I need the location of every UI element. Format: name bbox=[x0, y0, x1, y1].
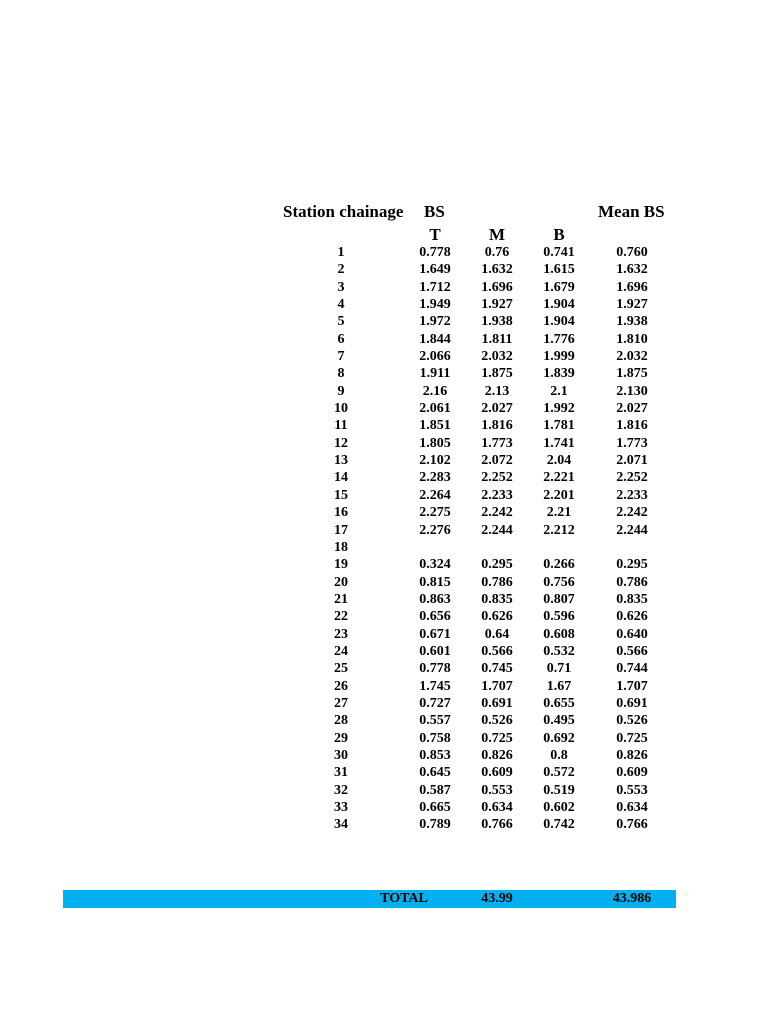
table-row bbox=[0, 522, 768, 539]
m-cell: 0.745 bbox=[481, 661, 513, 677]
m-cell: 0.609 bbox=[481, 765, 513, 781]
mean-bs-cell: 0.634 bbox=[616, 800, 648, 815]
b-cell: 0.756 bbox=[543, 574, 575, 590]
m-cell: 1.773 bbox=[481, 435, 513, 451]
station-cell: 26 bbox=[334, 678, 348, 694]
station-cell: 18 bbox=[334, 539, 348, 555]
b-cell: 0.655 bbox=[543, 695, 575, 711]
table-row bbox=[0, 608, 768, 625]
t-cell: 0.601 bbox=[419, 643, 451, 659]
table-row bbox=[0, 469, 768, 486]
m-cell: 1.875 bbox=[481, 366, 513, 382]
b-cell: 2.201 bbox=[543, 487, 575, 503]
mean-bs-cell: 0.566 bbox=[616, 643, 648, 659]
table-row bbox=[0, 452, 768, 469]
mean-bs-cell: 0.786 bbox=[616, 574, 648, 590]
table-row bbox=[0, 417, 768, 434]
table-row bbox=[0, 348, 768, 365]
m-cell: 1.816 bbox=[481, 418, 513, 434]
bs-header: BS bbox=[424, 202, 445, 221]
mean-bs-cell: 0.626 bbox=[616, 609, 648, 625]
m-cell: 0.566 bbox=[481, 643, 513, 659]
station-cell: 4 bbox=[337, 297, 345, 313]
table-row bbox=[0, 296, 768, 313]
m-cell: 1.811 bbox=[481, 331, 513, 347]
b-cell: 1.999 bbox=[543, 349, 575, 365]
station-cell: 14 bbox=[334, 470, 348, 486]
station-cell: 15 bbox=[334, 487, 348, 503]
table-row bbox=[0, 782, 768, 799]
m-cell: 2.244 bbox=[481, 522, 513, 538]
m-cell: 0.725 bbox=[481, 730, 513, 746]
t-cell: 2.283 bbox=[419, 470, 451, 486]
mean-bs-cell: 1.927 bbox=[616, 297, 648, 313]
m-subheader: M bbox=[488, 225, 506, 244]
t-cell: 0.645 bbox=[419, 765, 451, 781]
station-cell: 20 bbox=[334, 574, 348, 590]
m-cell: 2.032 bbox=[481, 349, 513, 365]
station-cell: 7 bbox=[337, 349, 345, 365]
m-cell: 0.766 bbox=[481, 817, 513, 833]
t-cell: 1.649 bbox=[419, 262, 451, 278]
t-cell: 0.324 bbox=[419, 557, 451, 573]
b-cell: 1.741 bbox=[543, 435, 575, 451]
table-row bbox=[0, 747, 768, 764]
m-cell: 0.691 bbox=[481, 695, 513, 711]
station-cell: 32 bbox=[334, 782, 348, 798]
table-row bbox=[0, 435, 768, 452]
mean-bs-cell: 2.244 bbox=[616, 522, 648, 538]
total-row bbox=[63, 890, 676, 908]
mean-bs-cell: 2.027 bbox=[616, 401, 648, 417]
table-row bbox=[0, 383, 768, 400]
table-row bbox=[0, 365, 768, 382]
m-cell: 0.786 bbox=[481, 574, 513, 590]
t-cell: 0.758 bbox=[419, 730, 451, 746]
table-row bbox=[0, 660, 768, 677]
station-cell: 27 bbox=[334, 695, 348, 711]
station-cell: 5 bbox=[337, 314, 345, 330]
table-row bbox=[0, 400, 768, 417]
b-cell: 0.807 bbox=[543, 591, 575, 607]
t-cell: 2.16 bbox=[422, 383, 448, 399]
t-cell: 2.102 bbox=[419, 453, 451, 469]
m-cell: 2.252 bbox=[481, 470, 513, 486]
b-cell: 0.742 bbox=[543, 817, 575, 833]
table-row bbox=[0, 678, 768, 695]
m-cell: 0.826 bbox=[481, 747, 513, 763]
table-row bbox=[0, 695, 768, 712]
table-row bbox=[0, 591, 768, 608]
mean-bs-cell: 0.725 bbox=[616, 730, 648, 746]
m-cell: 1.707 bbox=[481, 678, 513, 694]
mean-bs-cell: 1.773 bbox=[616, 435, 648, 451]
mean-bs-cell: 0.295 bbox=[616, 557, 648, 573]
station-cell: 16 bbox=[334, 505, 348, 521]
b-cell: 0.532 bbox=[543, 643, 575, 659]
table-row bbox=[0, 313, 768, 330]
m-cell: 2.233 bbox=[481, 487, 513, 503]
station-chainage-header: Station chainage bbox=[283, 202, 404, 221]
total-m-value: 43.99 bbox=[481, 891, 513, 906]
t-cell: 0.557 bbox=[419, 713, 451, 729]
table-row bbox=[0, 331, 768, 348]
total-label: TOTAL bbox=[380, 891, 428, 906]
m-cell: 1.632 bbox=[481, 262, 513, 278]
table-row bbox=[0, 712, 768, 729]
mean-bs-cell: 1.816 bbox=[616, 418, 648, 434]
table-row bbox=[0, 261, 768, 278]
station-cell: 9 bbox=[337, 383, 345, 399]
station-cell: 21 bbox=[334, 591, 348, 607]
station-cell: 29 bbox=[334, 730, 348, 746]
b-cell: 1.839 bbox=[543, 366, 575, 382]
t-cell: 0.778 bbox=[419, 661, 451, 677]
t-cell: 1.911 bbox=[419, 366, 451, 382]
mean-bs-cell: 0.766 bbox=[616, 817, 648, 833]
table-row bbox=[0, 279, 768, 296]
station-cell: 2 bbox=[337, 262, 345, 278]
t-cell: 2.061 bbox=[419, 401, 451, 417]
table-row bbox=[0, 799, 768, 816]
b-cell: 1.904 bbox=[543, 314, 575, 330]
t-cell: 0.853 bbox=[419, 747, 451, 763]
t-cell: 2.264 bbox=[419, 487, 451, 503]
b-cell: 2.212 bbox=[543, 522, 575, 538]
b-cell: 0.71 bbox=[546, 661, 572, 677]
station-cell: 25 bbox=[334, 661, 348, 677]
total-mean-value: 43.986 bbox=[612, 891, 652, 906]
t-cell: 1.805 bbox=[419, 435, 451, 451]
mean-bs-cell: 0.609 bbox=[616, 765, 648, 781]
m-cell: 1.696 bbox=[481, 279, 513, 295]
t-cell: 1.851 bbox=[419, 418, 451, 434]
t-cell: 0.587 bbox=[419, 782, 451, 798]
mean-bs-cell: 0.691 bbox=[616, 695, 648, 711]
table-row bbox=[0, 556, 768, 573]
mean-bs-cell: 0.760 bbox=[616, 245, 648, 260]
mean-bs-cell: 0.826 bbox=[616, 747, 648, 763]
t-cell: 1.949 bbox=[419, 297, 451, 313]
b-cell: 2.221 bbox=[543, 470, 575, 486]
mean-bs-cell: 1.810 bbox=[616, 331, 648, 347]
station-cell: 11 bbox=[334, 418, 348, 434]
m-cell: 0.76 bbox=[484, 245, 510, 260]
t-cell: 2.066 bbox=[419, 349, 451, 365]
m-cell: 0.626 bbox=[481, 609, 513, 625]
station-cell: 3 bbox=[337, 279, 345, 295]
t-cell: 2.276 bbox=[419, 522, 451, 538]
t-cell: 0.727 bbox=[419, 695, 451, 711]
mean-bs-cell: 2.242 bbox=[616, 505, 648, 521]
mean-bs-cell: 1.938 bbox=[616, 314, 648, 330]
b-cell: 1.781 bbox=[543, 418, 575, 434]
mean-bs-header: Mean BS bbox=[598, 202, 665, 221]
t-cell: 1.712 bbox=[419, 279, 451, 295]
b-cell: 1.904 bbox=[543, 297, 575, 313]
m-cell: 0.526 bbox=[481, 713, 513, 729]
table-row bbox=[0, 487, 768, 504]
mean-bs-cell: 1.632 bbox=[616, 262, 648, 278]
m-cell: 2.13 bbox=[484, 383, 510, 399]
mean-bs-cell: 0.526 bbox=[616, 713, 648, 729]
t-cell: 2.275 bbox=[419, 505, 451, 521]
b-cell: 2.04 bbox=[546, 453, 572, 469]
station-cell: 22 bbox=[334, 609, 348, 625]
station-cell: 31 bbox=[334, 765, 348, 781]
station-cell: 1 bbox=[337, 245, 345, 260]
mean-bs-cell: 0.835 bbox=[616, 591, 648, 607]
b-cell: 2.21 bbox=[546, 505, 572, 521]
mean-bs-cell: 0.640 bbox=[616, 626, 648, 642]
table-row bbox=[0, 643, 768, 660]
b-cell: 0.572 bbox=[543, 765, 575, 781]
t-cell: 1.972 bbox=[419, 314, 451, 330]
mean-bs-cell: 2.032 bbox=[616, 349, 648, 365]
b-cell: 0.495 bbox=[543, 713, 575, 729]
station-cell: 12 bbox=[334, 435, 348, 451]
t-cell: 0.778 bbox=[419, 245, 451, 260]
b-cell: 0.8 bbox=[550, 747, 568, 763]
b-cell: 0.741 bbox=[543, 245, 575, 260]
b-cell: 0.596 bbox=[543, 609, 575, 625]
mean-bs-cell: 1.707 bbox=[616, 678, 648, 694]
t-cell: 0.665 bbox=[419, 800, 451, 815]
b-cell: 1.992 bbox=[543, 401, 575, 417]
m-cell: 1.927 bbox=[481, 297, 513, 313]
mean-bs-cell: 1.875 bbox=[616, 366, 648, 382]
station-cell: 28 bbox=[334, 713, 348, 729]
t-cell: 0.656 bbox=[419, 609, 451, 625]
mean-bs-cell: 2.130 bbox=[616, 383, 648, 399]
mean-bs-cell: 2.071 bbox=[616, 453, 648, 469]
b-cell: 0.692 bbox=[543, 730, 575, 746]
mean-bs-cell: 0.553 bbox=[616, 782, 648, 798]
b-cell: 0.266 bbox=[543, 557, 575, 573]
m-cell: 0.835 bbox=[481, 591, 513, 607]
station-cell: 33 bbox=[334, 800, 348, 815]
station-cell: 6 bbox=[337, 331, 345, 347]
station-cell: 17 bbox=[334, 522, 348, 538]
b-cell: 1.67 bbox=[546, 678, 572, 694]
table-row bbox=[0, 504, 768, 521]
table-row bbox=[0, 764, 768, 781]
t-cell: 1.745 bbox=[419, 678, 451, 694]
m-cell: 2.072 bbox=[481, 453, 513, 469]
station-cell: 34 bbox=[334, 817, 348, 833]
table-row bbox=[0, 244, 768, 261]
m-cell: 0.634 bbox=[481, 800, 513, 815]
mean-bs-cell: 1.696 bbox=[616, 279, 648, 295]
mean-bs-cell: 2.252 bbox=[616, 470, 648, 486]
t-cell: 0.863 bbox=[419, 591, 451, 607]
t-cell: 1.844 bbox=[419, 331, 451, 347]
m-cell: 0.64 bbox=[484, 626, 510, 642]
t-cell: 0.671 bbox=[419, 626, 451, 642]
m-cell: 0.295 bbox=[481, 557, 513, 573]
station-cell: 30 bbox=[334, 747, 348, 763]
b-cell: 1.615 bbox=[543, 262, 575, 278]
table-row bbox=[0, 730, 768, 747]
b-cell: 2.1 bbox=[550, 383, 568, 399]
b-subheader: B bbox=[553, 225, 565, 244]
t-subheader: T bbox=[429, 225, 441, 244]
t-cell: 0.815 bbox=[419, 574, 451, 590]
mean-bs-cell: 2.233 bbox=[616, 487, 648, 503]
b-cell: 0.608 bbox=[543, 626, 575, 642]
m-cell: 0.553 bbox=[481, 782, 513, 798]
b-cell: 1.679 bbox=[543, 279, 575, 295]
table-row bbox=[0, 539, 768, 556]
data-table bbox=[0, 244, 768, 834]
table-row bbox=[0, 816, 768, 833]
b-cell: 1.776 bbox=[543, 331, 575, 347]
b-cell: 0.602 bbox=[543, 800, 575, 815]
mean-bs-cell: 0.744 bbox=[616, 661, 648, 677]
station-cell: 19 bbox=[334, 557, 348, 573]
station-cell: 24 bbox=[334, 643, 348, 659]
station-cell: 8 bbox=[337, 366, 345, 382]
m-cell: 2.027 bbox=[481, 401, 513, 417]
t-cell: 0.789 bbox=[419, 817, 451, 833]
m-cell: 1.938 bbox=[481, 314, 513, 330]
station-cell: 23 bbox=[334, 626, 348, 642]
table-row bbox=[0, 626, 768, 643]
station-cell: 13 bbox=[334, 453, 348, 469]
m-cell: 2.242 bbox=[481, 505, 513, 521]
b-cell: 0.519 bbox=[543, 782, 575, 798]
table-row bbox=[0, 574, 768, 591]
station-cell: 10 bbox=[334, 401, 348, 417]
